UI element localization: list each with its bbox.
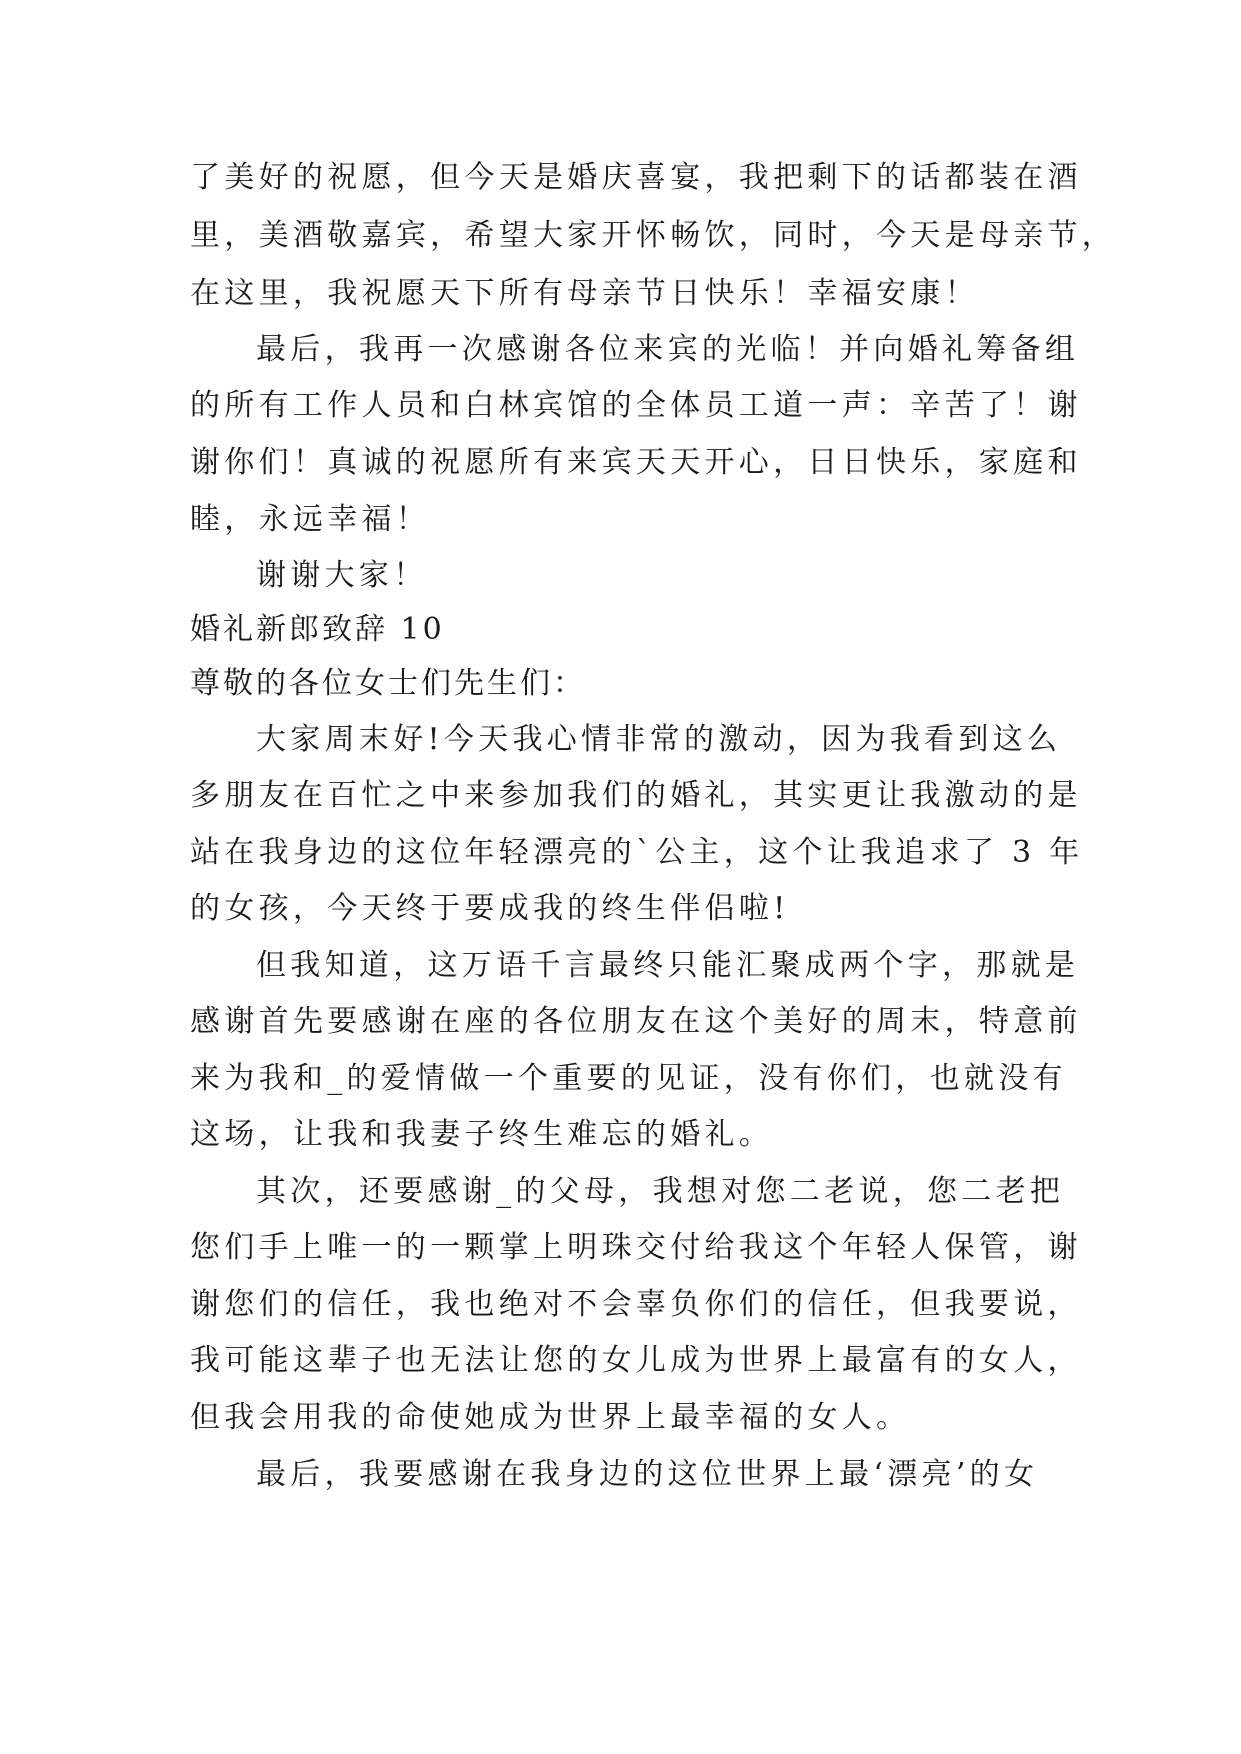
paragraph-line: 其次，还要感谢_的父母，我想对您二老说，您二老把: [256, 1174, 1065, 1209]
paragraph-line: 但我会用我的命使她成为世界上最幸福的女人。: [190, 1400, 911, 1435]
paragraph-line: 您们手上唯一的一颗掌上明珠交付给我这个年轻人保管，谢: [190, 1230, 1082, 1265]
paragraph-line: 感谢首先要感谢在座的各位朋友在这个美好的周末，特意前: [190, 1004, 1082, 1039]
paragraph-line: 谢你们！真诚的祝愿所有来宾天天开心，日日快乐，家庭和: [190, 445, 1082, 480]
paragraph-line: 最后，我再一次感谢各位来宾的光临！并向婚礼筹备组: [256, 332, 1080, 367]
paragraph-line: 大家周末好!今天我心情非常的激动，因为我看到这么: [256, 722, 1062, 757]
paragraph-line: 来为我和_的爱情做一个重要的见证，没有你们，也就没有: [190, 1061, 1067, 1096]
salutation: 尊敬的各位女士们先生们：: [190, 666, 586, 701]
paragraph-line: 的所有工作人员和白林宾馆的全体员工道一声：辛苦了！谢: [190, 388, 1082, 423]
paragraph-line: 最后，我要感谢在我身边的这位世界上最‘漂亮’的女: [256, 1457, 1039, 1492]
paragraph-line: 谢您们的信任，我也绝对不会辜负你们的信任，但我要说，: [190, 1287, 1082, 1322]
paragraph-line: 但我知道，这万语千言最终只能汇聚成两个字，那就是: [256, 948, 1080, 983]
paragraph-line: 这场，让我和我妻子终生难忘的婚礼。: [190, 1117, 774, 1152]
paragraph-line: 站在我身边的这位年轻漂亮的`公主，这个让我追求了 3 年: [190, 835, 1084, 870]
section-title: 婚礼新郎致辞 10: [190, 612, 445, 647]
paragraph-line: 的女孩，今天终于要成我的终生伴侣啦!: [190, 891, 790, 926]
closing-thanks: 谢谢大家！: [256, 558, 428, 593]
paragraph-line: 在这里，我祝愿天下所有母亲节日快乐！幸福安康！: [190, 276, 979, 311]
paragraph-line: 睦，永远幸福！: [190, 502, 431, 537]
paragraph-line: 我可能这辈子也无法让您的女儿成为世界上最富有的女人，: [190, 1343, 1082, 1378]
paragraph-line: 了美好的祝愿，但今天是婚庆喜宴，我把剩下的话都装在酒: [190, 160, 1082, 195]
paragraph-line: 多朋友在百忙之中来参加我们的婚礼，其实更让我激动的是: [190, 778, 1082, 813]
paragraph-line: 里，美酒敬嘉宾，希望大家开怀畅饮，同时，今天是母亲节，: [190, 218, 1117, 253]
